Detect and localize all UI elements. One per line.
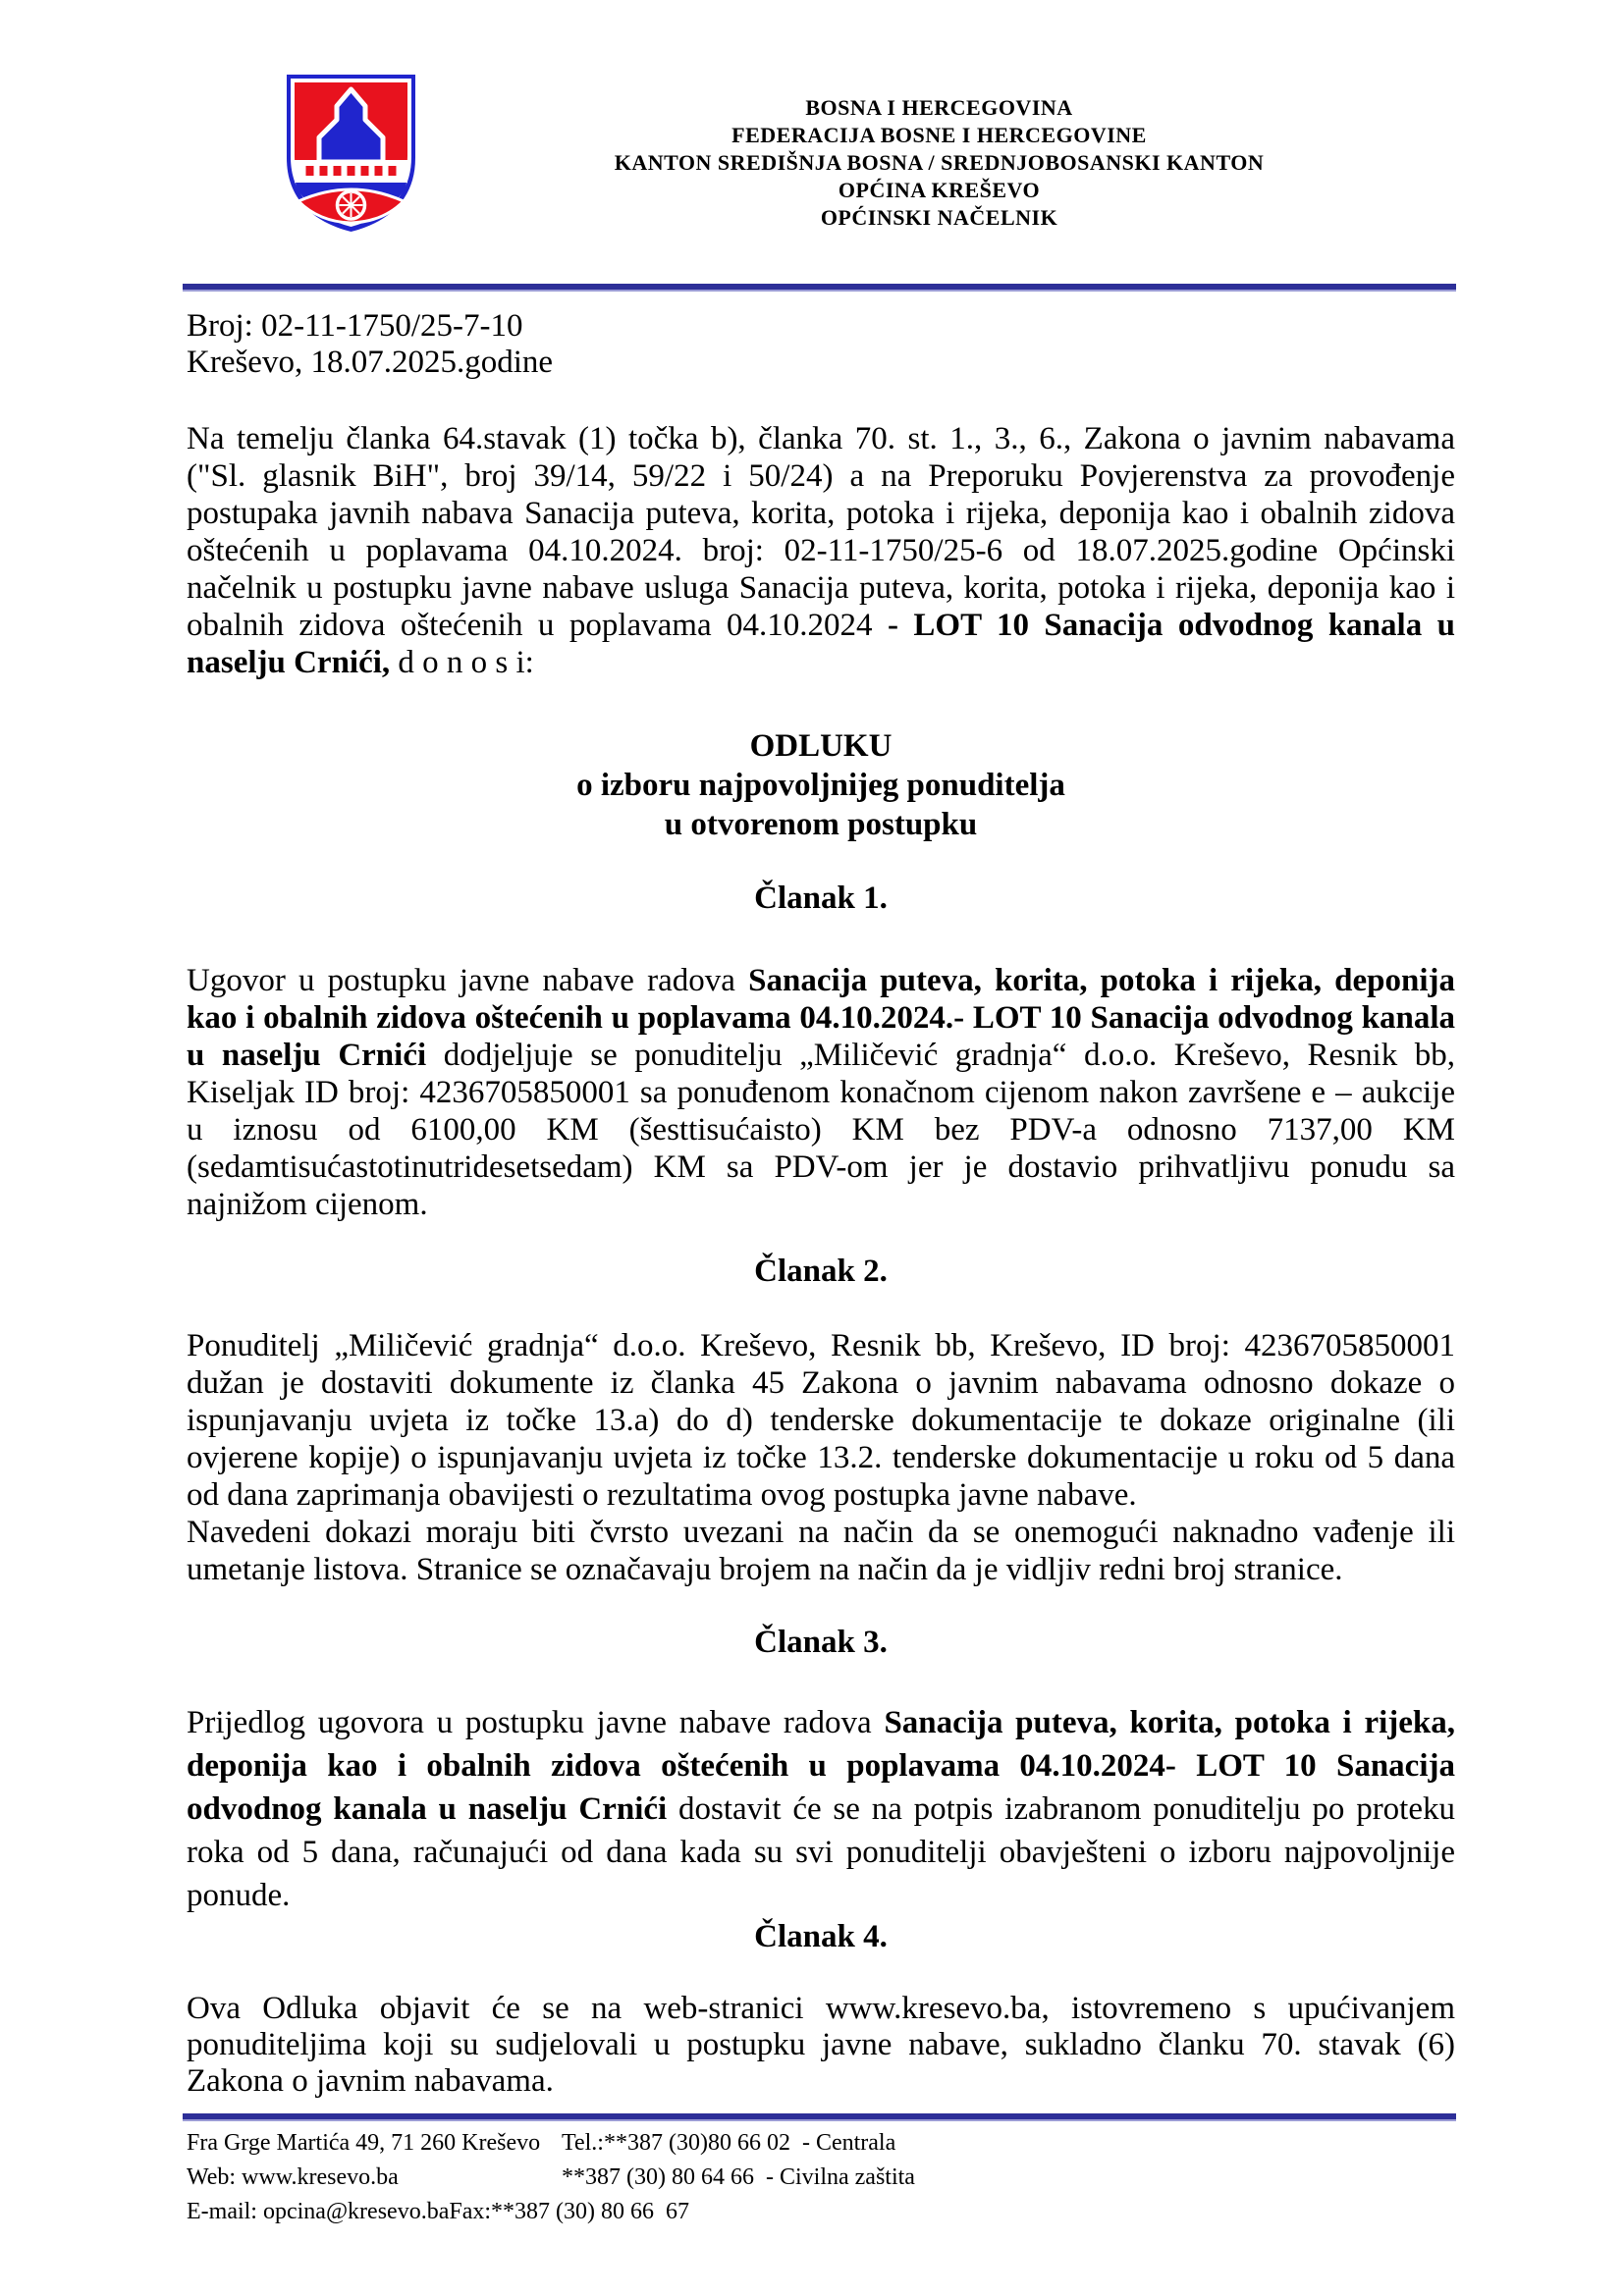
text-run: d o n o s i: bbox=[390, 645, 534, 680]
article-2-paragraph-2: Navedeni dokazi moraju biti čvrsto uvezani na način da se onemogući naknadno vađenje ili umetanje listova. Stranice se označavaju brojem na način da je vidljiv redni broj stranice. bbox=[187, 1515, 1455, 1587]
kresevo-coat-of-arms-icon bbox=[286, 74, 416, 233]
article-4-paragraph: Ova Odluka objavit će se na web-stranici www.kresevo.ba, istovremeno s upućivanjem ponuditeljima koji su sudjelovali u postupku javne nabave, sukladno članku 70. stavak (6) Zakona o javnim nabavama. bbox=[187, 1991, 1455, 2099]
header-rule bbox=[183, 284, 1456, 292]
decision-title bbox=[187, 726, 1455, 844]
org-line-municipality: OPĆINA KREŠEVO bbox=[838, 178, 1041, 202]
text-run: Na temelju članka 64.stavak (1) točka b), članka 70. st. 1., 3., 6., Zakona o javnim nabavama ("Sl. glasnik BiH", broj 39/14, 59/22 i 50/24) a na Preporuku Povjerenstva za provođenje postupaka javnih nabava Sanacija puteva, korita, potoka i rijeka, deponija kao i obalnih zidova oštećenih u poplavama 04.10.2024. broj: 02-11-1750/25-6 od 18.07.2025.godine Općinski načelnik u postupku javne nabave usluga Sanacija puteva, korita, potoka i rijeka, deponija kao i obalnih zidova oštećenih u poplavama 04.10.2024 bbox=[187, 421, 1455, 643]
text-run: Prijedlog ugovora u postupku javne nabave radova bbox=[187, 1705, 885, 1740]
text-run: dodjeljuje se ponuditelju „Miličević gradnja“ d.o.o. Kreševo, Resnik bb, Kiseljak ID broj: 4236705850001 sa ponuđenom konačnom cijenom nakon završene e – aukcije u iznosu od 6100,00 KM (šesttisućaisto) KM bez PDV-a odnosno 7137,00 KM (sedamtisućastotinutridesetsedam) KM sa PDV-om jer je dostavio prihvatljivu ponudu sa najnižom cijenom. bbox=[187, 1038, 1456, 1222]
bold-text-run: Sanacija puteva, korita, potoka i rijeka, deponija kao i obalnih zidova oštećenih u poplavama 04.10.2024- LOT 10 Sanacija odvodnog kanala u naselju Crnići bbox=[187, 1705, 1456, 1827]
footer-telephone: Tel.:**387 (30)80 66 02 - Centrala bbox=[562, 2130, 896, 2156]
bold-text-run: Sanacija puteva, korita, potoka i rijeka, deponija kao i obalnih zidova oštećenih u poplavama 04.10.2024.- LOT 10 Sanacija odvodnog kanala u naselju Crnići bbox=[187, 963, 1455, 1073]
org-line-federation: FEDERACIJA BOSNE I HERCEGOVINE bbox=[731, 123, 1147, 147]
org-line-canton: KANTON SREDIŠNJA BOSNA / SREDNJOBOSANSKI KANTON bbox=[614, 150, 1265, 175]
org-line-country: BOSNA I HERCEGOVINA bbox=[805, 95, 1073, 120]
footer-civil-protection: **387 (30) 80 64 66 - Civilna zaštita bbox=[562, 2164, 915, 2190]
title-line-3: u otvorenom postupku bbox=[664, 807, 978, 842]
document-meta bbox=[187, 308, 553, 381]
place-and-date: Kreševo, 18.07.2025.godine bbox=[187, 345, 554, 380]
article-2-heading: Članak 2. bbox=[754, 1254, 888, 1289]
article-2-body bbox=[187, 1327, 1455, 1588]
article-1-heading: Članak 1. bbox=[754, 881, 888, 916]
title-line-1: ODLUKU bbox=[749, 728, 893, 764]
footer-rule bbox=[183, 2113, 1456, 2121]
wheel-icon bbox=[338, 191, 365, 219]
article-1-paragraph bbox=[187, 962, 1455, 1223]
org-line-mayor: OPĆINSKI NAČELNIK bbox=[820, 205, 1058, 230]
document-number: Broj: 02-11-1750/25-7-10 bbox=[187, 308, 523, 344]
bold-text-run: - LOT 10 Sanacija odvodnog kanala u naselju Crnići, bbox=[187, 608, 1455, 680]
text-run: dostavit će se na potpis izabranom ponuditelju po proteku roka od 5 dana, računajući od dana kada su svi ponuditelji obavješteni o izboru najpovoljnije ponude. bbox=[187, 1791, 1455, 1913]
article-3-paragraph bbox=[187, 1701, 1455, 1917]
footer-email-fax bbox=[187, 2195, 1455, 2229]
footer-email: E-mail: opcina@kresevo.ba bbox=[187, 2199, 450, 2224]
article-4-heading: Članak 4. bbox=[754, 1919, 888, 1954]
letterhead bbox=[422, 94, 1456, 232]
footer-web: Web: www.kresevo.ba bbox=[187, 2164, 399, 2190]
footer bbox=[187, 2126, 1455, 2229]
title-line-2: o izboru najpovoljnijeg ponuditelja bbox=[576, 768, 1065, 803]
article-3-heading: Članak 3. bbox=[754, 1625, 888, 1660]
text-run: Ugovor u postupku javne nabave radova bbox=[187, 963, 749, 998]
footer-address: Fra Grge Martića 49, 71 260 Kreševo bbox=[187, 2130, 541, 2156]
article-2-paragraph-1: Ponuditelj „Miličević gradnja“ d.o.o. Kreševo, Resnik bb, Kreševo, ID broj: 4236705850001 dužan je dostaviti dokumente iz članka 45 Zakona o javnim nabavama odnosno dokaze o ispunjavanju uvjeta iz točke 13.a) do d) tenderske dokumentacije te dokaze originalne (ili ovjerene kopije) o ispunjavanju uvjeta iz točke 13.2. tenderske dokumentacije u roku od 5 dana od dana zaprimanja obavijesti o rezultatima ovog postupka javne nabave. bbox=[187, 1328, 1455, 1513]
footer-fax: Fax:**387 (30) 80 66 67 bbox=[449, 2199, 689, 2224]
preamble-paragraph bbox=[187, 420, 1455, 681]
